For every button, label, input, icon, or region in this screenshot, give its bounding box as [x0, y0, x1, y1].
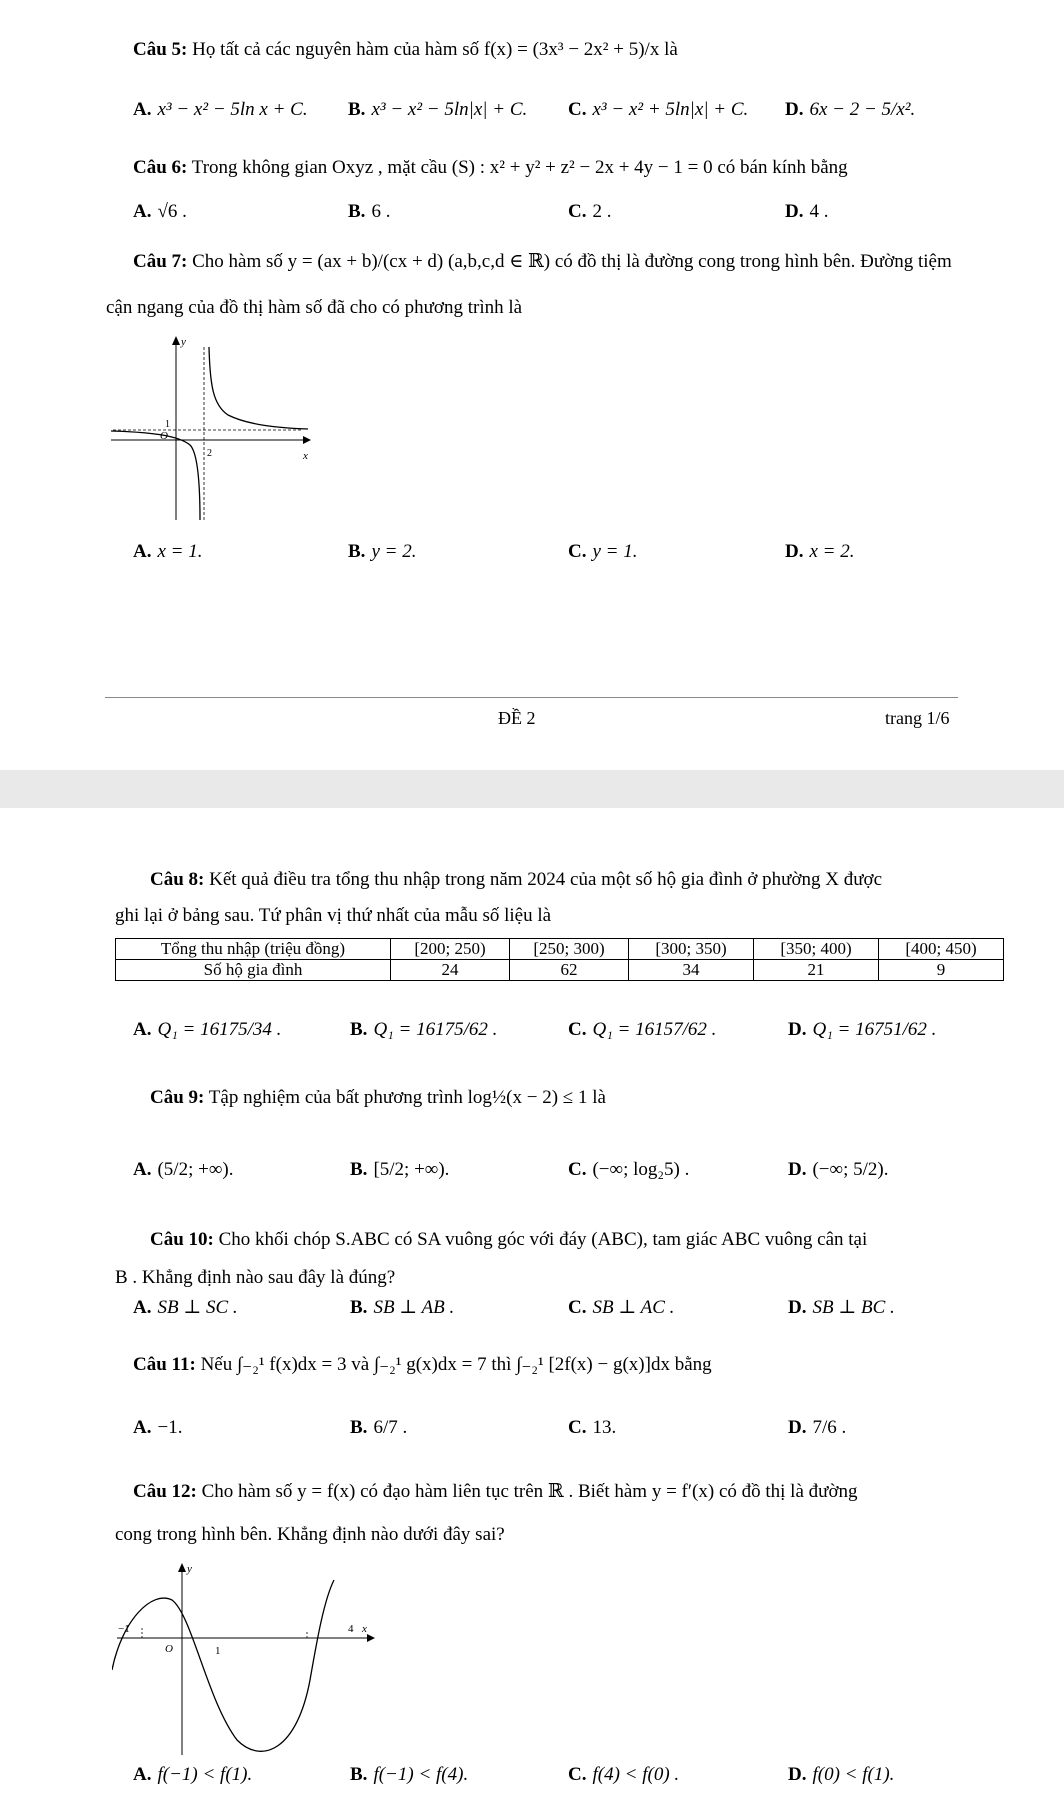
y-axis-label: y	[181, 336, 186, 348]
tick-label-4: 4	[348, 1623, 354, 1635]
x-axis-label: x	[303, 450, 308, 462]
table-cell: 34	[629, 960, 754, 981]
table-cell: 24	[391, 960, 510, 981]
curve-right-branch	[209, 347, 308, 429]
q8-option-a[interactable]: A. Q₁ = 16175/34 .	[133, 1019, 282, 1040]
page-2	[0, 808, 1064, 1793]
table-cell: 9	[879, 960, 1004, 981]
q6-option-d[interactable]: D. 4 .	[785, 201, 829, 222]
tick-label-1: 1	[215, 1645, 221, 1657]
question-9	[150, 1086, 606, 1110]
table-cell: [300; 350)	[629, 939, 754, 960]
footer-divider	[105, 697, 958, 698]
origin-label: O	[160, 430, 168, 442]
question-11-text: Nếu ∫₋₂¹ f(x)dx = 3 và ∫₋₂¹ g(x)dx = 7 thì ∫₋₂¹ [2f(x) − g(x)]dx bằng	[200, 1354, 712, 1375]
question-9-text: Tập nghiệm của bất phương trình log½(x − 2) ≤ 1 là	[208, 1087, 606, 1108]
y-axis-label: y	[187, 1563, 192, 1575]
question-12-line-1: Câu 12: Cho hàm số y = f(x) có đạo hàm liên tục trên ℝ . Biết hàm y = f′(x) có đồ thị là đường	[133, 1481, 858, 1502]
q10-option-d[interactable]: D. SB ⊥ BC .	[788, 1297, 895, 1318]
x-axis-label: x	[362, 1623, 367, 1635]
question-10-line-2: B . Khẳng định nào sau đây là đúng?	[115, 1267, 396, 1288]
question-8-line-2: ghi lại ở bảng sau. Tứ phân vị thứ nhất của mẫu số liệu là	[115, 905, 552, 926]
q10-option-a[interactable]: A. SB ⊥ SC .	[133, 1297, 238, 1318]
q12-option-b[interactable]: B. f(−1) < f(4).	[350, 1764, 469, 1785]
curve-left-branch	[111, 431, 200, 520]
q6-option-b[interactable]: B. 6 .	[348, 201, 391, 222]
question-8-line-1: Câu 8: Kết quả điều tra tổng thu nhập trong năm 2024 của một số hộ gia đình ở phường X được	[150, 869, 883, 890]
question-11	[133, 1353, 712, 1377]
q7-option-b[interactable]: B. y = 2.	[348, 541, 417, 562]
q8-option-c[interactable]: C. Q₁ = 16157/62 .	[568, 1019, 717, 1040]
q12-option-a[interactable]: A. f(−1) < f(1).	[133, 1764, 253, 1785]
hyperbola-graph	[108, 335, 313, 525]
q7-option-d[interactable]: D. x = 2.	[785, 541, 855, 562]
table-row	[116, 939, 1004, 960]
y-axis-arrow-icon	[172, 336, 180, 345]
question-12-label: Câu 12:	[133, 1481, 197, 1502]
question-10-line-1: Câu 10: Cho khối chóp S.ABC có SA vuông góc với đáy (ABC), tam giác ABC vuông cân tại	[150, 1229, 868, 1250]
question-10-label: Câu 10:	[150, 1229, 214, 1250]
q7-option-a[interactable]: A. x = 1.	[133, 541, 203, 562]
table-cell: [400; 450)	[879, 939, 1004, 960]
q11-option-c[interactable]: C. 13.	[568, 1417, 617, 1438]
x-axis-arrow-icon	[303, 436, 311, 444]
x-axis-arrow-icon	[367, 1634, 375, 1642]
q5-option-b[interactable]: B. x³ − x² − 5ln|x| + C.	[348, 99, 528, 120]
question-5	[133, 38, 678, 62]
q9-option-c[interactable]: C. (−∞; log₂5) .	[568, 1159, 690, 1180]
income-table	[115, 938, 1004, 981]
question-8-label: Câu 8:	[150, 869, 205, 890]
table-cell: [200; 250)	[391, 939, 510, 960]
q8-option-d[interactable]: D. Q₁ = 16751/62 .	[788, 1019, 937, 1040]
question-6	[133, 156, 848, 180]
q11-option-b[interactable]: B. 6/7 .	[350, 1417, 408, 1438]
q5-option-a[interactable]: A. x³ − x² − 5ln x + C.	[133, 99, 308, 120]
exam-code: ĐỀ 2	[498, 708, 536, 728]
y-axis-arrow-icon	[178, 1563, 186, 1572]
derivative-curve	[112, 1580, 334, 1751]
table-header-cell: Số hộ gia đình	[116, 960, 391, 981]
q7-option-c[interactable]: C. y = 1.	[568, 541, 638, 562]
q10-option-c[interactable]: C. SB ⊥ AC .	[568, 1297, 675, 1318]
question-11-label: Câu 11:	[133, 1354, 196, 1375]
q11-option-a[interactable]: A. −1.	[133, 1417, 183, 1438]
question-7-line-2: cận ngang của đồ thị hàm số đã cho có phương trình là	[106, 297, 523, 318]
q9-option-a[interactable]: A. (5/2; +∞).	[133, 1159, 234, 1180]
question-7-label: Câu 7:	[133, 251, 188, 272]
question-5-label: Câu 5:	[133, 39, 188, 60]
question-6-label: Câu 6:	[133, 157, 188, 178]
tick-label-2: 2	[207, 448, 212, 459]
q5-option-d[interactable]: D. 6x − 2 − 5/x².	[785, 99, 916, 120]
table-cell: [250; 300)	[510, 939, 629, 960]
q12-option-d[interactable]: D. f(0) < f(1).	[788, 1764, 895, 1785]
q9-option-b[interactable]: B. [5/2; +∞).	[350, 1159, 450, 1180]
q11-option-d[interactable]: D. 7/6 .	[788, 1417, 847, 1438]
origin-label: O	[165, 1643, 173, 1655]
tick-label-minus-1: −1	[118, 1623, 130, 1635]
table-header-cell: Tổng thu nhập (triệu đồng)	[116, 939, 391, 960]
table-cell: 62	[510, 960, 629, 981]
page-1	[0, 0, 1064, 770]
tick-label-1: 1	[165, 419, 170, 430]
q6-option-a[interactable]: A. √6 .	[133, 201, 187, 222]
page-number: trang 1/6	[885, 708, 950, 728]
q12-option-c[interactable]: C. f(4) < f(0) .	[568, 1764, 680, 1785]
derivative-graph	[112, 1560, 382, 1760]
question-12-line-2: cong trong hình bên. Khẳng định nào dưới đây sai?	[115, 1524, 505, 1545]
q10-option-b[interactable]: B. SB ⊥ AB .	[350, 1297, 455, 1318]
question-9-label: Câu 9:	[150, 1087, 205, 1108]
table-cell: 21	[754, 960, 879, 981]
question-5-text: Họ tất cả các nguyên hàm của hàm số f(x) = (3x³ − 2x² + 5)/x là	[192, 39, 678, 60]
table-cell: [350; 400)	[754, 939, 879, 960]
q8-option-b[interactable]: B. Q₁ = 16175/62 .	[350, 1019, 498, 1040]
question-7-line-1: Câu 7: Cho hàm số y = (ax + b)/(cx + d) (a,b,c,d ∈ ℝ) có đồ thị là đường cong trong hình bên. Đường tiệm	[133, 251, 952, 272]
table-row	[116, 960, 1004, 981]
q5-option-c[interactable]: C. x³ − x² + 5ln|x| + C.	[568, 99, 749, 120]
q6-option-c[interactable]: C. 2 .	[568, 201, 612, 222]
question-6-text: Trong không gian Oxyz , mặt cầu (S) : x² + y² + z² − 2x + 4y − 1 = 0 có bán kính bằng	[191, 157, 848, 178]
q9-option-d[interactable]: D. (−∞; 5/2).	[788, 1159, 889, 1180]
